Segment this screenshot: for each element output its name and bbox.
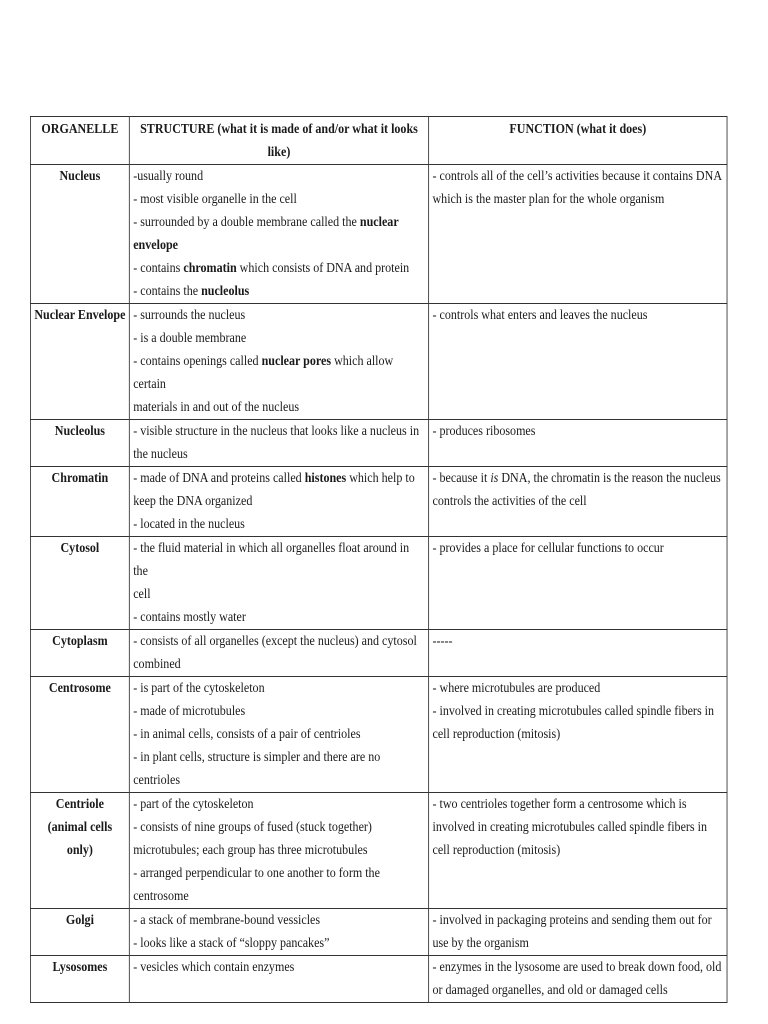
text-segment: - part of the cytoskeleton [133,797,254,812]
organelle-name: only) [66,843,93,858]
structure-line [133,537,425,583]
function-line [432,932,723,955]
structure-line [133,257,425,280]
structure-cell [129,467,428,537]
text-segment: - is a double membrane [133,331,247,346]
organelle-name-cell [30,537,129,630]
table-row [30,537,727,630]
bold-term: nuclear pores [261,354,332,369]
function-line [432,420,723,443]
bold-term: nuclear [359,215,399,230]
text-segment: - surrounds the nucleus [133,308,246,323]
text-segment: use by the organism [432,936,529,951]
organelle-name: Centriole [55,797,104,812]
text-segment: centrosome [133,889,189,904]
text-segment: which consists of DNA and protein [236,261,410,276]
text-segment: - consists of nine groups of fused (stuck together) [133,820,372,835]
header-structure-label: STRUCTURE [140,122,215,137]
function-line [432,630,723,653]
organelle-name: Lysosomes [52,960,108,975]
organelle-name: Golgi [65,913,94,928]
function-line [432,188,723,211]
structure-line [133,467,425,490]
italic-term: is [490,471,499,486]
text-segment: - a stack of membrane-bound vessicles [133,913,321,928]
function-cell [429,304,727,420]
table-row [30,304,727,420]
organelle-name: Cytoplasm [52,634,108,649]
structure-cell [129,677,428,793]
header-function [429,117,727,165]
text-segment: - located in the nucleus [133,517,245,532]
function-line [432,909,723,932]
text-segment: cell [133,587,151,602]
structure-line [133,862,425,885]
organelle-name-cell [30,793,129,909]
text-segment: - controls what enters and leaves the nucleus [432,308,648,323]
text-segment: - consists of all organelles (except the nucleus) and cytosol [133,634,417,649]
structure-cell [129,793,428,909]
text-segment: DNA, the chromatin is the reason the nucleus [498,471,721,486]
text-segment: - the fluid material in which all organelles float around in the [133,541,410,579]
text-segment: - contains openings called [133,354,262,369]
bold-term: nucleolus [201,284,250,299]
function-cell [429,793,727,909]
function-line [432,537,723,560]
function-cell [429,537,727,630]
text-segment: - looks like a stack of “sloppy pancakes” [133,936,330,951]
organelle-name-cell [30,909,129,956]
structure-cell [129,165,428,304]
table-header-row [30,117,727,165]
structure-line [133,188,425,211]
table-row [30,165,727,304]
structure-line [133,700,425,723]
header-organelle-label: ORGANELLE [41,122,119,137]
function-line [432,677,723,700]
header-structure-sublabel: (what it is made of and/or what it looks like) [217,122,418,160]
structure-cell [129,537,428,630]
text-segment: which allow certain [133,354,394,392]
text-segment: - vesicles which contain enzymes [133,960,295,975]
organelle-name-cell [30,956,129,1003]
organelle-name: Chromatin [51,471,109,486]
text-segment: - surrounded by a double membrane called the [133,215,360,230]
text-segment: - two centrioles together form a centrosome which is [432,797,687,812]
structure-line [133,630,425,653]
table-row [30,420,727,467]
structure-line [133,909,425,932]
function-line [432,723,723,746]
structure-line [133,211,425,234]
text-segment: materials in and out of the nucleus [133,400,300,415]
structure-line [133,839,425,862]
structure-line [133,885,425,908]
function-line [432,304,723,327]
header-function-sublabel: (what it does) [576,122,647,137]
organelle-name: Nucleus [59,169,101,184]
structure-line [133,234,425,257]
structure-line [133,350,425,396]
table-row [30,630,727,677]
text-segment: - because it [432,471,491,486]
structure-cell [129,909,428,956]
text-segment: - produces ribosomes [432,424,536,439]
text-segment: - made of DNA and proteins called [133,471,305,486]
structure-line [133,606,425,629]
structure-line [133,396,425,419]
structure-cell [129,956,428,1003]
text-segment: or damaged organelles, and old or damaged cells [432,983,668,998]
function-cell [429,677,727,793]
function-line [432,467,723,490]
organelle-name-cell [30,677,129,793]
structure-line [133,490,425,513]
text-segment: - controls all of the cell’s activities because it contains DNA [432,169,723,184]
text-segment: - is part of the cytoskeleton [133,681,265,696]
text-segment: - most visible organelle in the cell [133,192,297,207]
table-row [30,467,727,537]
text-segment: -usually round [133,169,204,184]
function-cell [429,165,727,304]
table-row [30,909,727,956]
structure-line [133,304,425,327]
text-segment: - enzymes in the lysosome are used to break down food, old [432,960,722,975]
function-cell [429,909,727,956]
function-line [432,700,723,723]
function-line [432,793,723,816]
text-segment: - made of microtubules [133,704,246,719]
organelle-name: Centrosome [48,681,111,696]
structure-line [133,513,425,536]
text-segment: controls the activities of the cell [432,494,587,509]
header-structure [129,117,428,165]
structure-cell [129,304,428,420]
structure-line [133,723,425,746]
function-cell [429,420,727,467]
text-segment: the nucleus [133,447,188,462]
structure-line [133,956,425,979]
structure-line [133,793,425,816]
table-row [30,793,727,909]
table-body [30,165,727,1003]
text-segment: - contains the [133,284,202,299]
text-segment: - where microtubules are produced [432,681,601,696]
text-segment: which is the master plan for the whole organism [432,192,665,207]
text-segment: microtubules; each group has three microtubules [133,843,368,858]
structure-line [133,932,425,955]
function-cell [429,467,727,537]
structure-line [133,443,425,466]
organelle-name: Cytosol [60,541,100,556]
structure-line [133,280,425,303]
structure-line [133,327,425,350]
structure-cell [129,420,428,467]
structure-line [133,746,425,792]
text-segment: ----- [432,634,453,649]
text-segment: involved in creating microtubules called spindle fibers in [432,820,707,835]
structure-line [133,816,425,839]
structure-line [133,165,425,188]
structure-line [133,583,425,606]
function-line [432,816,723,839]
organelle-name: Nuclear Envelope [34,308,126,323]
text-segment: - visible structure in the nucleus that looks like a nucleus in [133,424,420,439]
bold-term: histones [304,471,347,486]
function-cell [429,630,727,677]
organelle-name-cell [30,467,129,537]
structure-line [133,677,425,700]
structure-line [133,420,425,443]
text-segment: combined [133,657,181,672]
bold-term: envelope [133,238,179,253]
text-segment: cell reproduction (mitosis) [432,843,561,858]
function-line [432,979,723,1002]
text-segment: - provides a place for cellular functions to occur [432,541,664,556]
function-line [432,956,723,979]
function-cell [429,956,727,1003]
text-segment: cell reproduction (mitosis) [432,727,561,742]
text-segment: - contains [133,261,184,276]
structure-cell [129,630,428,677]
organelle-name: Nucleolus [54,424,105,439]
text-segment: - contains mostly water [133,610,246,625]
function-line [432,490,723,513]
organelle-name-cell [30,304,129,420]
header-organelle [30,117,129,165]
organelle-name-cell [30,630,129,677]
text-segment: keep the DNA organized [133,494,253,509]
text-segment: which help to [346,471,415,486]
organelle-name-cell [30,420,129,467]
header-function-label: FUNCTION [509,122,574,137]
function-line [432,165,723,188]
table-row [30,677,727,793]
bold-term: chromatin [183,261,237,276]
text-segment: - arranged perpendicular to one another to form the [133,866,380,881]
text-segment: - in animal cells, consists of a pair of centrioles [133,727,361,742]
text-segment: - involved in packaging proteins and sending them out for [432,913,712,928]
structure-line [133,653,425,676]
table-row [30,956,727,1003]
organelle-name: (animal cells [47,820,113,835]
function-line [432,839,723,862]
text-segment: - involved in creating microtubules called spindle fibers in [432,704,715,719]
organelle-table [30,116,727,1003]
text-segment: - in plant cells, structure is simpler and there are no centrioles [133,750,381,788]
organelle-name-cell [30,165,129,304]
